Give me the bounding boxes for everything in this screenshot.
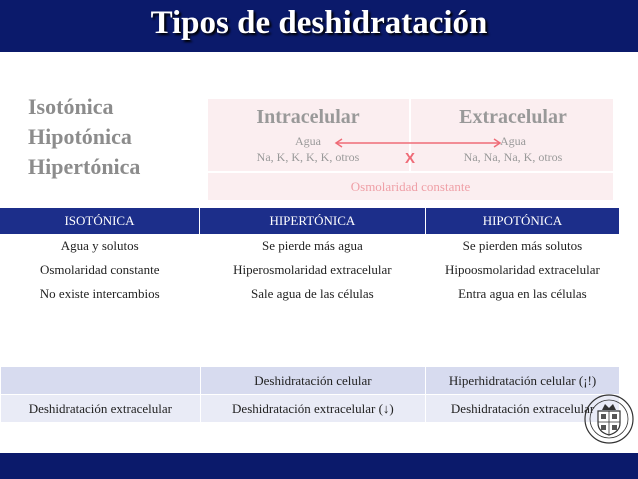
table-row [1,367,620,395]
dehydration-types-list [28,92,140,182]
extracellular-title: Extracelular [459,106,567,128]
table-cell: Se pierden más solutos [462,238,583,253]
table-cell: Entra agua en las células [458,286,587,301]
table-cell: Hiperosmolaridad extracelular [233,262,392,277]
table-cell: Agua y solutos [60,238,139,253]
compartment-panel [208,99,613,201]
footer-bar [0,453,638,479]
type-hypertonic: Hipertónica [28,154,141,179]
table-cell [1,367,201,395]
table-cell: No existe intercambios [39,286,160,301]
table-cell: Osmolaridad constante [39,262,160,277]
extracellular-ions: Na, Na, Na, K, otros [463,150,563,164]
table-header-row [0,208,620,234]
page-title: Tipos de deshidratación [150,5,488,41]
type-isotonic: Isotónica [28,94,114,119]
table-cell: Sale agua de las células [251,286,374,301]
table-cell: Deshidratación extracelular [426,395,620,423]
table-cell: Hiperhidratación celular (¡!) [426,367,620,395]
table-cell: Hipoosmolaridad extracelular [444,262,600,277]
header-isotonic: ISOTÓNICA [0,208,199,234]
exchange-arrows [208,99,613,171]
university-seal-icon [583,389,635,449]
osmolarity-label: Osmolaridad constante [350,179,471,194]
table-row [0,258,620,282]
type-hypotonic: Hipotónica [28,124,132,149]
down-arrow-icon: ↓ [382,400,390,416]
no-ion-exchange-mark: X [404,150,416,167]
dehydration-comparison-table [0,208,620,306]
table-cell: Deshidratación extracelular [1,395,201,423]
table-row [0,234,620,258]
consequences-table [0,366,620,423]
header-hypotonic: HIPOTÓNICA [425,208,619,234]
table-cell: Deshidratación celular [200,367,425,395]
table-cell: Se pierde más agua [262,238,363,253]
intracellular-title: Intracelular [256,106,360,128]
table-cell: Deshidratación extracelular (↓) [200,395,425,423]
intracellular-water: Agua [295,134,321,148]
header-hypertonic: HIPERTÓNICA [199,208,425,234]
table-row [0,282,620,306]
table-row [1,395,620,423]
intracellular-ions: Na, K, K, K, K, otros [256,150,360,164]
extracellular-water: Agua [500,134,526,148]
